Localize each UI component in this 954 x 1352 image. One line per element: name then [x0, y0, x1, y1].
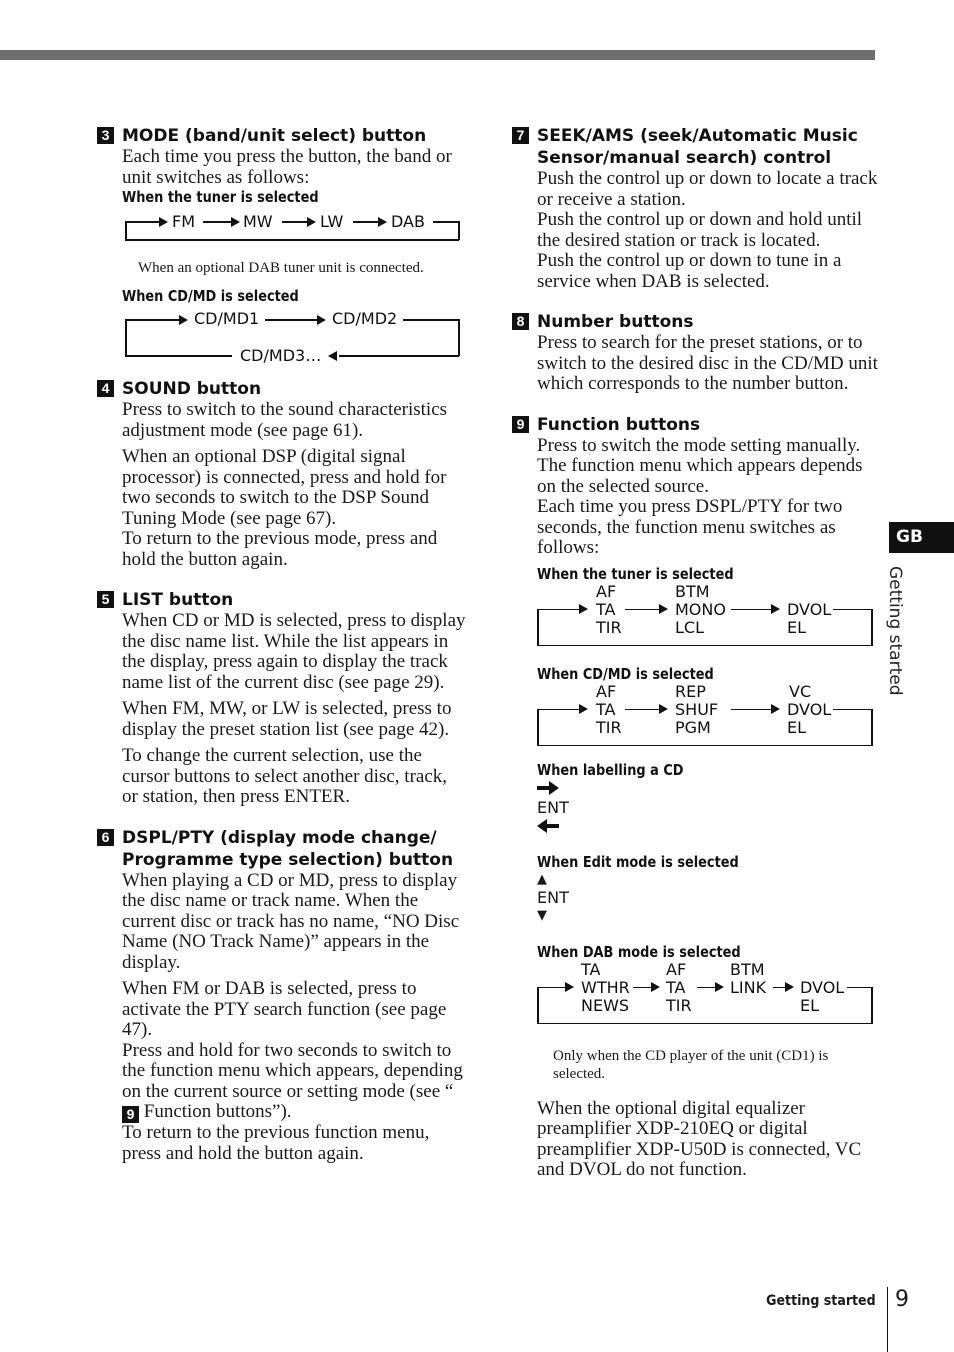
item-seek-ams-control [512, 124, 882, 292]
item-dspl-pty-button [97, 826, 467, 1165]
unit-cdmd3: CD/MD3… [240, 346, 322, 365]
paragraph: Press to search for the preset stations, or to switch to the desired disc in the CD/MD unit which corresponds to the number button. [537, 332, 878, 394]
item-heading: SEEK/AMS (seek/Automatic Music Sensor/manual search) control [537, 126, 858, 168]
item-list-button [97, 588, 467, 808]
function-menu-dab-diagram: TA WTHR NEWS AF TA TIR BTM LINK DVOL EL [537, 961, 882, 1033]
top-rule [0, 50, 875, 60]
paragraph: To return to the previous function menu, press and hold the button again. [122, 1122, 430, 1164]
item-number: 9 [512, 416, 529, 433]
item-number: 7 [512, 127, 529, 144]
language-tab: GB [889, 522, 954, 553]
item-function-buttons [512, 413, 882, 1181]
edit-mode-diagram [537, 871, 882, 937]
item-sound-button [97, 377, 467, 570]
paragraph: When FM or DAB is selected, press to activate the PTY search function (see page 47). [122, 978, 447, 1040]
up-triangle-icon: ▲ [537, 871, 547, 887]
item-number: 6 [97, 829, 114, 846]
cdmd-unit-diagram [125, 309, 467, 365]
paragraph: Push the control up or down and hold until the desired station or track is located. [537, 209, 863, 251]
paragraph: To change the current selection, use the cursor buttons to select another disc, track, or station, then press ENTER. [122, 745, 448, 807]
left-column [97, 124, 467, 1178]
paragraph: When an optional DSP (digital signal processor) is connected, press and hold for two seconds to switch to the DSP Sound Tuning Mode (see page 67). [122, 446, 447, 529]
diagram-caption: When Edit mode is selected [537, 852, 739, 871]
down-triangle-icon: ▼ [537, 907, 547, 923]
diagram-caption: When the tuner is selected [122, 188, 319, 206]
unit-cdmd1: CD/MD1 [194, 309, 260, 328]
right-column [512, 124, 882, 1195]
paragraph: To return to the previous mode, press and hold the button again. [122, 528, 438, 570]
band-mw: MW [243, 212, 273, 231]
item-heading: LIST button [122, 590, 234, 610]
ent-label: ENT [537, 797, 569, 817]
item-heading: DSPL/PTY (display mode change/ Programme type selection) button [122, 827, 454, 870]
item-number-buttons [512, 310, 882, 395]
diagram-caption: When the tuner is selected [537, 564, 734, 583]
paragraph: Press and hold for two seconds to switch to the function menu which appears, depending on the current source or setting mode (see “9 Function buttons”). [122, 1039, 463, 1122]
ent-label: ENT [537, 887, 569, 907]
paragraph: Push the control up or down to tune in a service when DAB is selected. [537, 250, 842, 292]
item-heading: MODE (band/unit select) button [122, 126, 427, 146]
right-arrow-icon [537, 781, 559, 795]
item-number: 5 [97, 591, 114, 608]
footer-section: Getting started [766, 1293, 876, 1309]
diagram-caption: When CD/MD is selected [537, 664, 714, 683]
item-number: 8 [512, 313, 529, 330]
diagram-caption: When DAB mode is selected [537, 942, 741, 961]
item-number: 4 [97, 380, 114, 397]
diagram-caption: When labelling a CD [537, 760, 684, 779]
item-mode-button [97, 124, 467, 365]
function-menu-tuner-diagram: AF TA TIR BTM MONO LCL DVOL EL [537, 583, 882, 655]
footnote: Only when the CD player of the unit (CD1) is selected. [553, 1047, 829, 1082]
tuner-band-diagram [125, 209, 467, 253]
paragraph: When the optional digital equalizer preamplifier XDP-210EQ or digital preamplifier XDP-U50D is connected, VC and DVOL do not function. [537, 1097, 862, 1180]
band-dab: DAB [391, 212, 425, 231]
band-lw: LW [320, 212, 344, 231]
paragraph: Each time you press the button, the band or unit switches as follows: [122, 146, 452, 188]
paragraph: Push the control up or down to locate a track or receive a station. [537, 168, 878, 210]
paragraph: Each time you press DSPL/PTY for two seconds, the function menu switches as follows: [537, 496, 843, 558]
section-side-label: Getting started [885, 566, 905, 696]
footnote: When an optional DAB tuner unit is connected. [138, 260, 424, 276]
labelling-cd-diagram [537, 779, 882, 845]
diagram-caption: When CD/MD is selected [122, 287, 299, 305]
left-arrow-icon [537, 819, 559, 833]
paragraph: When FM, MW, or LW is selected, press to display the preset station list (see page 42). [122, 698, 452, 740]
item-number-ref: 9 [122, 1106, 139, 1123]
paragraph: When CD or MD is selected, press to display the disc name list. While the list appears in the display, press again to display the track name list of the current disc (see page 29). [122, 610, 466, 693]
item-number: 3 [97, 127, 114, 144]
unit-cdmd2: CD/MD2 [332, 309, 398, 328]
page-number: 9 [895, 1287, 909, 1312]
item-heading: SOUND button [122, 379, 262, 399]
paragraph: Press to switch to the sound characteristics adjustment mode (see page 61). [122, 399, 448, 441]
item-heading: Function buttons [537, 414, 701, 435]
paragraph: Press to switch the mode setting manually. The function menu which appears depends on the selected source. [537, 434, 863, 497]
function-menu-cdmd-diagram: AF TA TIR REP SHUF PGM VC DVOL EL [537, 683, 882, 755]
paragraph: When playing a CD or MD, press to display the disc name or track name. When the current disc or track has no name, “NO Disc Name (NO Track Name)” appears in the display. [122, 869, 460, 973]
band-fm: FM [172, 212, 196, 231]
footer-divider [887, 1287, 888, 1352]
item-heading: Number buttons [537, 312, 694, 332]
